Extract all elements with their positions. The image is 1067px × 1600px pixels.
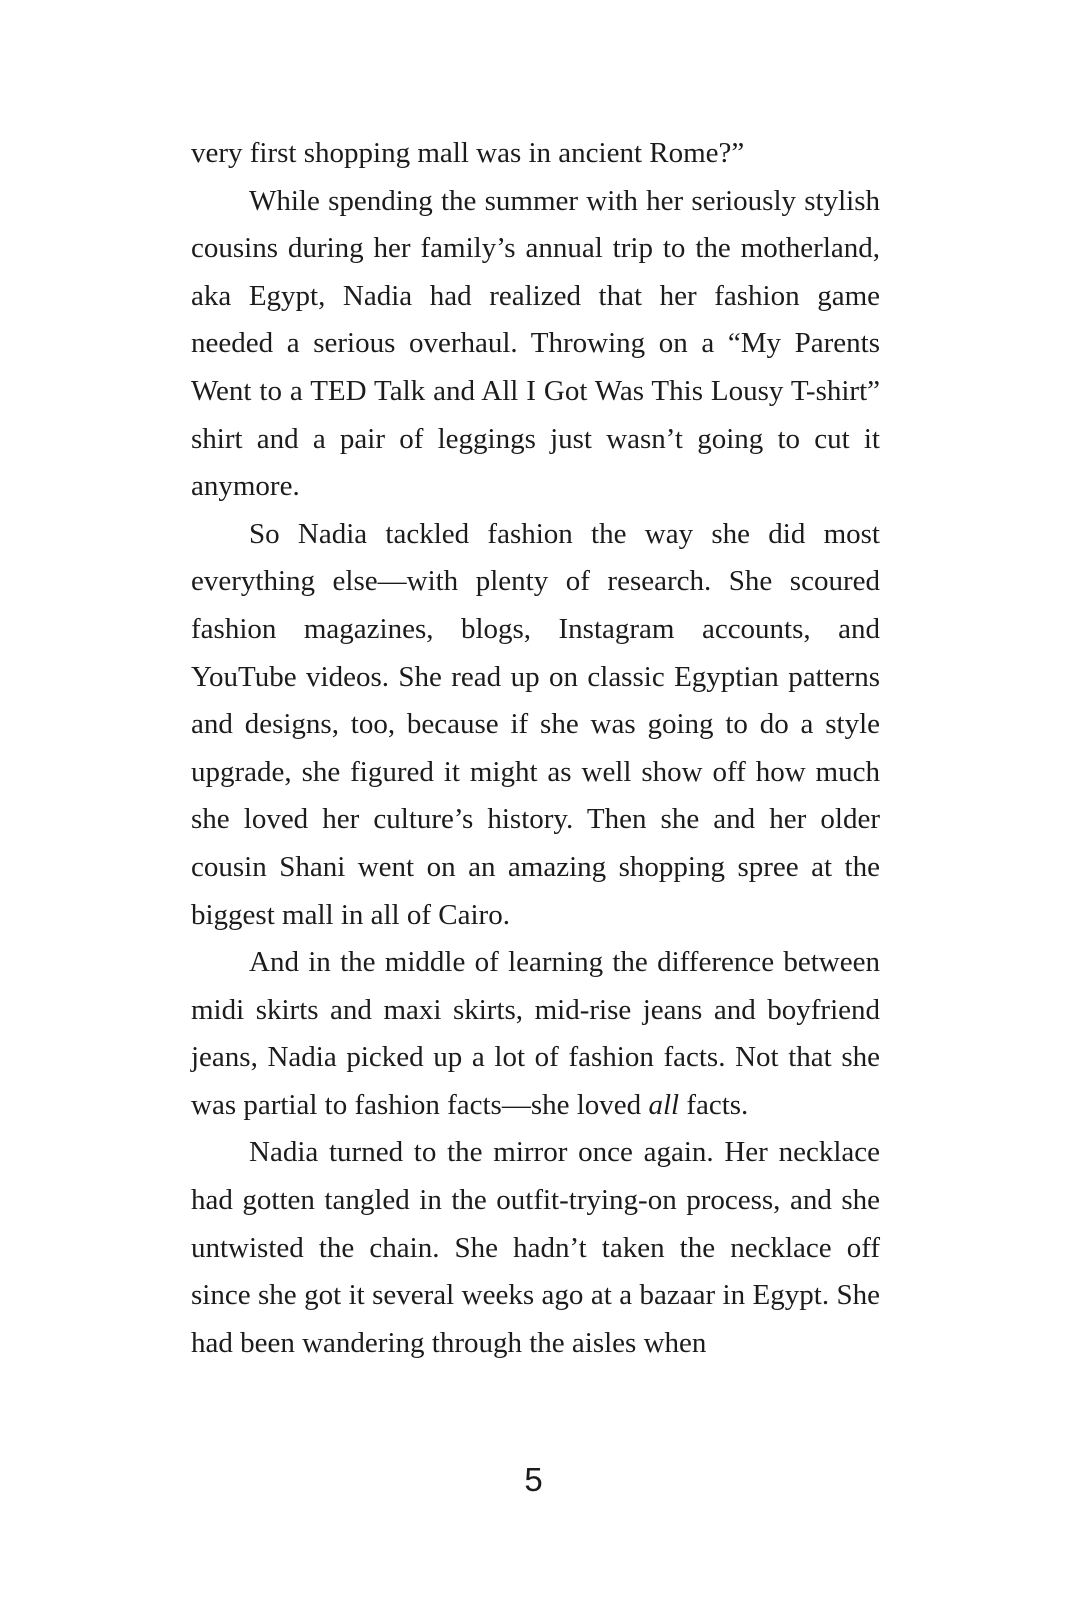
paragraph-2 [191, 178, 880, 511]
paragraph-3 [191, 511, 880, 939]
page-number: 5 [524, 1461, 543, 1498]
paragraph-4-text-end: facts. [679, 1088, 749, 1121]
body-text [191, 130, 880, 1367]
paragraph-2-text: While spending the summer with her seriously stylish cousins during her family’s annual trip to the motherland, aka Egypt, Nadia had realized that her fashion game needed a serious overhaul. Throwing on a “My Parents Went to a TED Talk and All I Got Was This Lousy T-shirt” shirt and a pair of leggings just wasn’t going to cut it anymore. [191, 184, 880, 503]
paragraph-5-text: Nadia turned to the mirror once again. Her necklace had gotten tangled in the outfit-trying-on process, and she untwisted the chain. She hadn’t taken the necklace off since she got it several weeks ago at a bazaar in Egypt. She had been wandering through the aisles when [191, 1136, 880, 1359]
paragraph-5 [191, 1129, 880, 1367]
paragraph-1-text: very first shopping mall was in ancient Rome?” [191, 137, 745, 169]
paragraph-4-text: And in the middle of learning the difference between midi skirts and maxi skirts, mid-rise jeans and boyfriend jeans, Nadia picked up a lot of fashion facts. Not that she was partial to fashion facts—she loved [191, 946, 880, 1121]
paragraph-4-emphasis: all [648, 1088, 680, 1121]
paragraph-4 [191, 939, 880, 1129]
paragraph-1 [191, 130, 880, 178]
paragraph-3-text: So Nadia tackled fashion the way she did most everything else—with plenty of research. She scoured fashion magazines, blogs, Instagram accounts, and YouTube videos. She read up on classic Egyptian patterns and designs, too, because if she was going to do a style upgrade, she figured it might as well show off how much she loved her culture’s history. Then she and her older cousin Shani went on an amazing shopping spree at the biggest mall in all of Cairo. [191, 517, 880, 931]
